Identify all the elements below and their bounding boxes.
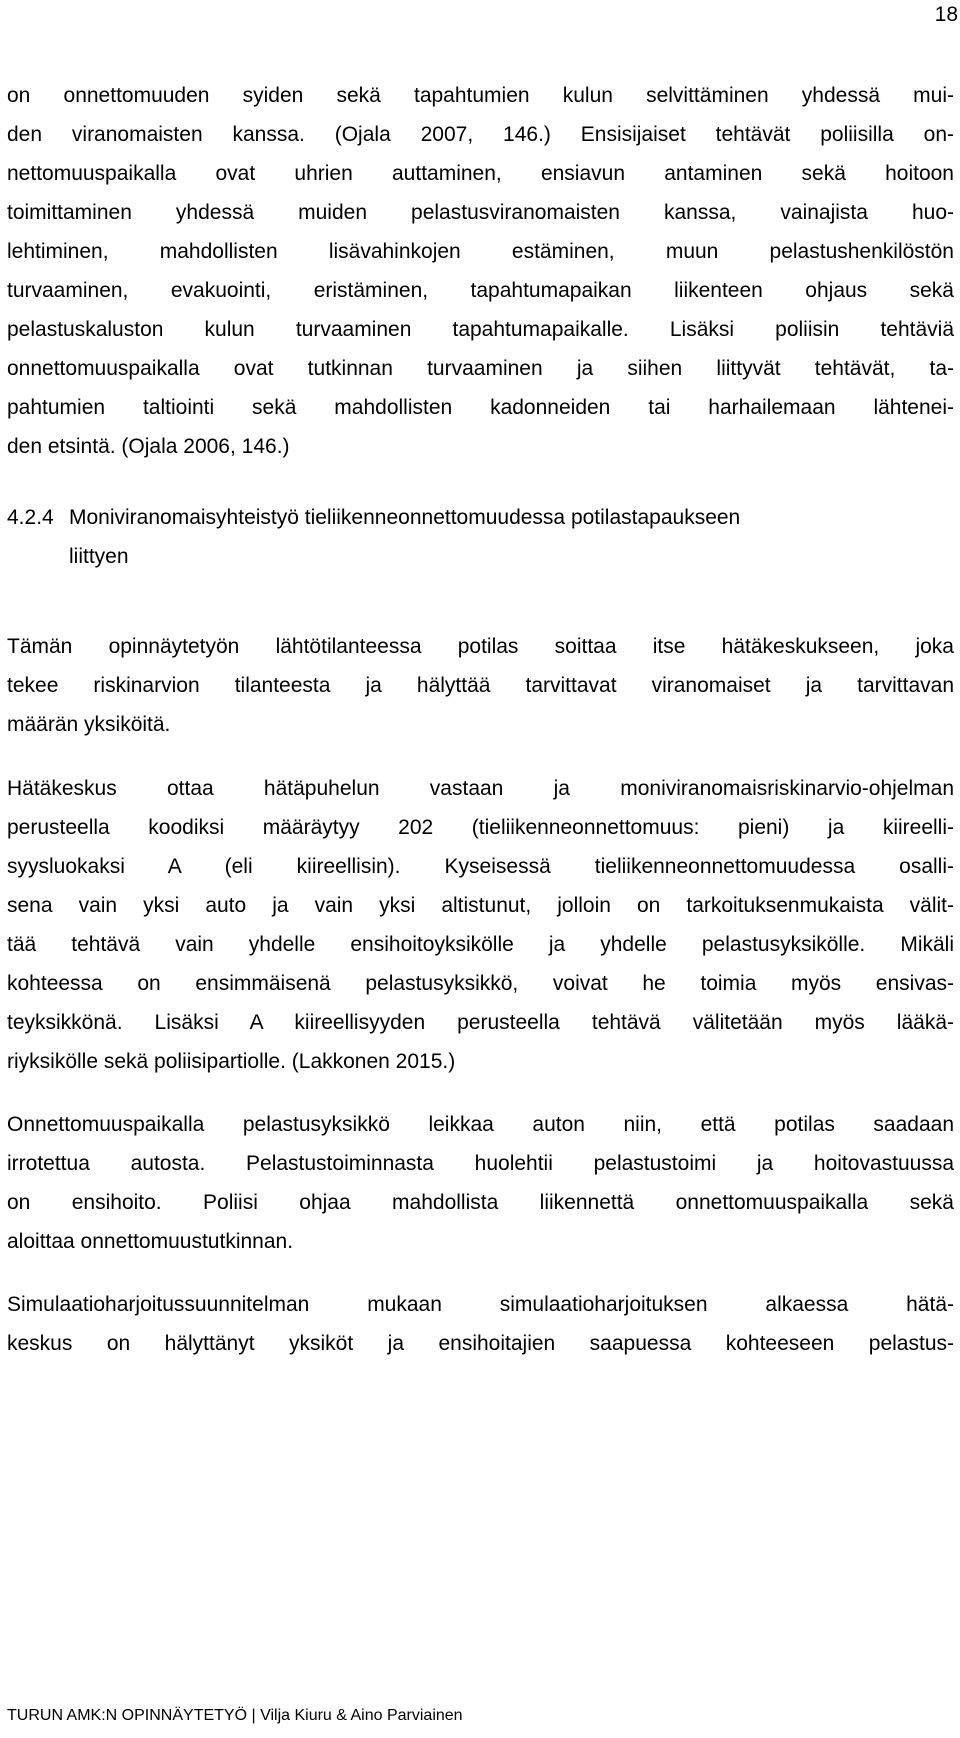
text-line: teyksikkönä. Lisäksi A kiireellisyyden perusteella tehtävä välitetään myös lääkä- — [7, 1011, 954, 1034]
paragraph-starting-situation — [7, 627, 954, 744]
text-line: syysluokaksi A (eli kiireellisin). Kyseisessä tieliikenneonnettomuudessa osalli- — [7, 855, 954, 878]
section-heading — [7, 498, 954, 576]
section-number: 4.2.4 — [7, 506, 54, 529]
text-line: on onnettomuuden syiden sekä tapahtumien kulun selvittäminen yhdessä mui- — [7, 84, 954, 107]
text-line: den viranomaisten kanssa. (Ojala 2007, 146.) Ensisijaiset tehtävät poliisilla on- — [7, 123, 954, 146]
text-line: Onnettomuuspaikalla pelastusyksikkö leikkaa auton niin, että potilas saadaan — [7, 1113, 954, 1136]
text-line: turvaaminen, evakuointi, eristäminen, tapahtumapaikan liikenteen ohjaus sekä — [7, 279, 954, 302]
document-body — [7, 76, 954, 1363]
section-title-line-1: Moniviranomaisyhteistyö tieliikenneonnettomuudessa potilastapaukseen — [69, 506, 741, 529]
text-line: keskus on hälyttänyt yksiköt ja ensihoitajien saapuessa kohteeseen pelastus- — [7, 1332, 954, 1355]
text-line: onnettomuuspaikalla ovat tutkinnan turvaaminen ja siihen liittyvät tehtävät, ta- — [7, 357, 954, 380]
text-line: kohteessa on ensimmäisenä pelastusyksikkö, voivat he toimia myös ensivas- — [7, 972, 954, 995]
text-line: aloittaa onnettomuustutkinnan. — [7, 1230, 294, 1253]
page-number: 18 — [934, 3, 958, 26]
text-line: perusteella koodiksi määräytyy 202 (tieliikenneonnettomuus: pieni) ja kiireelli- — [7, 816, 954, 839]
paragraph-police-duties — [7, 76, 954, 466]
paragraph-emergency-centre — [7, 769, 954, 1081]
text-line: määrän yksiköitä. — [7, 713, 171, 736]
text-line: riyksikölle sekä poliisipartiolle. (Lakkonen 2015.) — [7, 1050, 456, 1073]
text-line: on ensihoito. Poliisi ohjaa mahdollista liikennettä onnettomuuspaikalla sekä — [7, 1191, 954, 1214]
page-footer: TURUN AMK:N OPINNÄYTETYÖ | Vilja Kiuru & Aino Parviainen — [7, 1707, 463, 1724]
section-title-line-2: liittyen — [69, 545, 129, 568]
text-line: Tämän opinnäytetyön lähtötilanteessa potilas soittaa itse hätäkeskukseen, joka — [7, 635, 954, 658]
paragraph-simulation-plan — [7, 1285, 954, 1363]
text-line: den etsintä. (Ojala 2006, 146.) — [7, 435, 290, 458]
text-line: tää tehtävä vain yhdelle ensihoitoyksikölle ja yhdelle pelastusyksikölle. Mikäli — [7, 933, 954, 956]
text-line: Hätäkeskus ottaa hätäpuhelun vastaan ja moniviranomaisriskinarvio-ohjelman — [7, 777, 954, 800]
text-line: tekee riskinarvion tilanteesta ja hälyttää tarvittavat viranomaiset ja tarvittavan — [7, 674, 954, 697]
text-line: pahtumien taltiointi sekä mahdollisten kadonneiden tai harhailemaan lähtenei- — [7, 396, 954, 419]
text-line: lehtiminen, mahdollisten lisävahinkojen estäminen, muun pelastushenkilöstön — [7, 240, 954, 263]
text-line: nettomuuspaikalla ovat uhrien auttaminen, ensiavun antaminen sekä hoitoon — [7, 162, 954, 185]
text-line: toimittaminen yhdessä muiden pelastusviranomaisten kanssa, vainajista huo- — [7, 201, 954, 224]
text-line: pelastuskaluston kulun turvaaminen tapahtumapaikalle. Lisäksi poliisin tehtäviä — [7, 318, 954, 341]
text-line: Simulaatioharjoitussuunnitelman mukaan simulaatioharjoituksen alkaessa hätä- — [7, 1293, 954, 1316]
text-line: irrotettua autosta. Pelastustoiminnasta huolehtii pelastustoimi ja hoitovastuussa — [7, 1152, 954, 1175]
text-line: sena vain yksi auto ja vain yksi altistunut, jolloin on tarkoituksenmukaista välit- — [7, 894, 954, 917]
paragraph-accident-site — [7, 1105, 954, 1261]
